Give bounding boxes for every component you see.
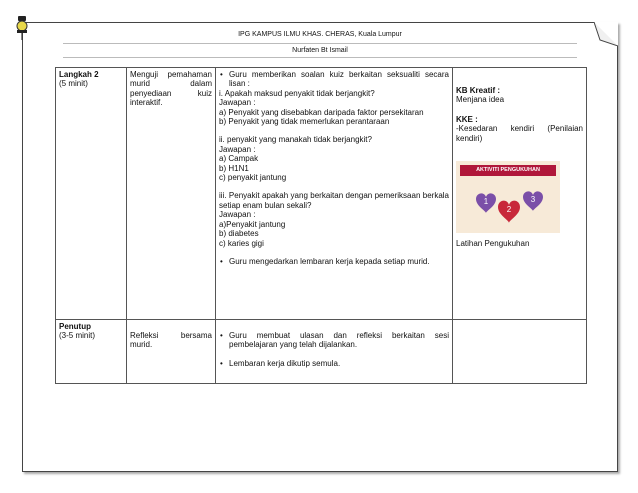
stage-time: (3-5 minit) xyxy=(59,331,96,341)
kke-value: -Kesedaran kendiri (Penilaian kendiri) xyxy=(456,124,583,143)
lesson-plan-table xyxy=(55,67,587,384)
stage-cell xyxy=(56,68,127,320)
answer-label: Jawapan : xyxy=(219,144,256,154)
question-3: iii. Penyakit apakah yang berkaitan dengan pemeriksaan berkala setiap enam bulan sekali? xyxy=(219,191,449,210)
answer-option: a) Penyakit yang disebabkan daripada faktor persekitaran xyxy=(219,107,424,117)
heart-number: 3 xyxy=(530,195,536,205)
stage-title: Langkah 2 xyxy=(59,70,99,79)
kke-title: KKE : xyxy=(456,114,478,124)
question-1: i. Apakah maksud penyakit tidak berjangkit? xyxy=(219,88,375,98)
answer-option: c) karies gigi xyxy=(219,238,264,248)
stage-title: Penutup xyxy=(59,322,91,331)
content-bullet: • Lembaran kerja dikutip semula. xyxy=(219,359,449,368)
activity-cell xyxy=(127,68,216,320)
content-intro: • Guru memberikan soalan kuiz berkaitan seksualiti secara lisan : xyxy=(219,70,449,89)
answer-option: b) H1N1 xyxy=(219,163,249,173)
activity-text: Refleksi bersama murid. xyxy=(130,331,212,350)
image-caption: Latihan Pengukuhan xyxy=(456,239,530,249)
heart-number: 2 xyxy=(506,205,512,215)
image-banner: AKTIVITI PENGUKUHAN xyxy=(460,165,556,176)
hearts-icon xyxy=(456,161,560,233)
content-bullet: • Guru membuat ulasan dan refleksi berkaitan sesi pembelajaran yang telah dijalankan. xyxy=(219,331,449,350)
content-closing: • Guru mengedarkan lembaran kerja kepada setiap murid. xyxy=(219,257,449,266)
kb-title: KB Kreatif : xyxy=(456,86,501,95)
answer-label: Jawapan : xyxy=(219,98,256,108)
question-2: ii. penyakit yang manakah tidak berjangkit? xyxy=(219,135,372,145)
document-page xyxy=(22,22,618,472)
notes-cell xyxy=(453,68,587,320)
kb-value: Menjana idea xyxy=(456,95,505,105)
answer-option: b) diabetes xyxy=(219,229,259,239)
answer-option: c) penyakit jantung xyxy=(219,173,287,183)
table-row xyxy=(56,320,587,384)
content-cell xyxy=(216,68,453,320)
header-divider-2 xyxy=(63,57,577,58)
stage-time: (5 minit) xyxy=(59,79,88,89)
answer-option: a) Campak xyxy=(219,154,259,164)
answer-label: Jawapan : xyxy=(219,210,256,220)
activity-cell xyxy=(127,320,216,384)
author-header: Nurfaten Bt Ismail xyxy=(292,47,348,54)
stage-cell xyxy=(56,320,127,384)
notes-cell xyxy=(453,320,587,384)
activity-image xyxy=(456,161,560,233)
answer-option: a)Penyakit jantung xyxy=(219,219,286,229)
content-cell xyxy=(216,320,453,384)
heart-number: 1 xyxy=(483,197,489,207)
table-row xyxy=(56,68,587,320)
header-divider xyxy=(63,43,577,44)
activity-text: Menguji pemahaman murid dalam penyediaan kuiz interaktif. xyxy=(130,70,212,108)
answer-option: b) Penyakit yang tidak memerlukan perantaraan xyxy=(219,117,390,127)
institution-header: IPG KAMPUS ILMU KHAS. CHERAS, Kuala Lumpur xyxy=(238,31,402,38)
